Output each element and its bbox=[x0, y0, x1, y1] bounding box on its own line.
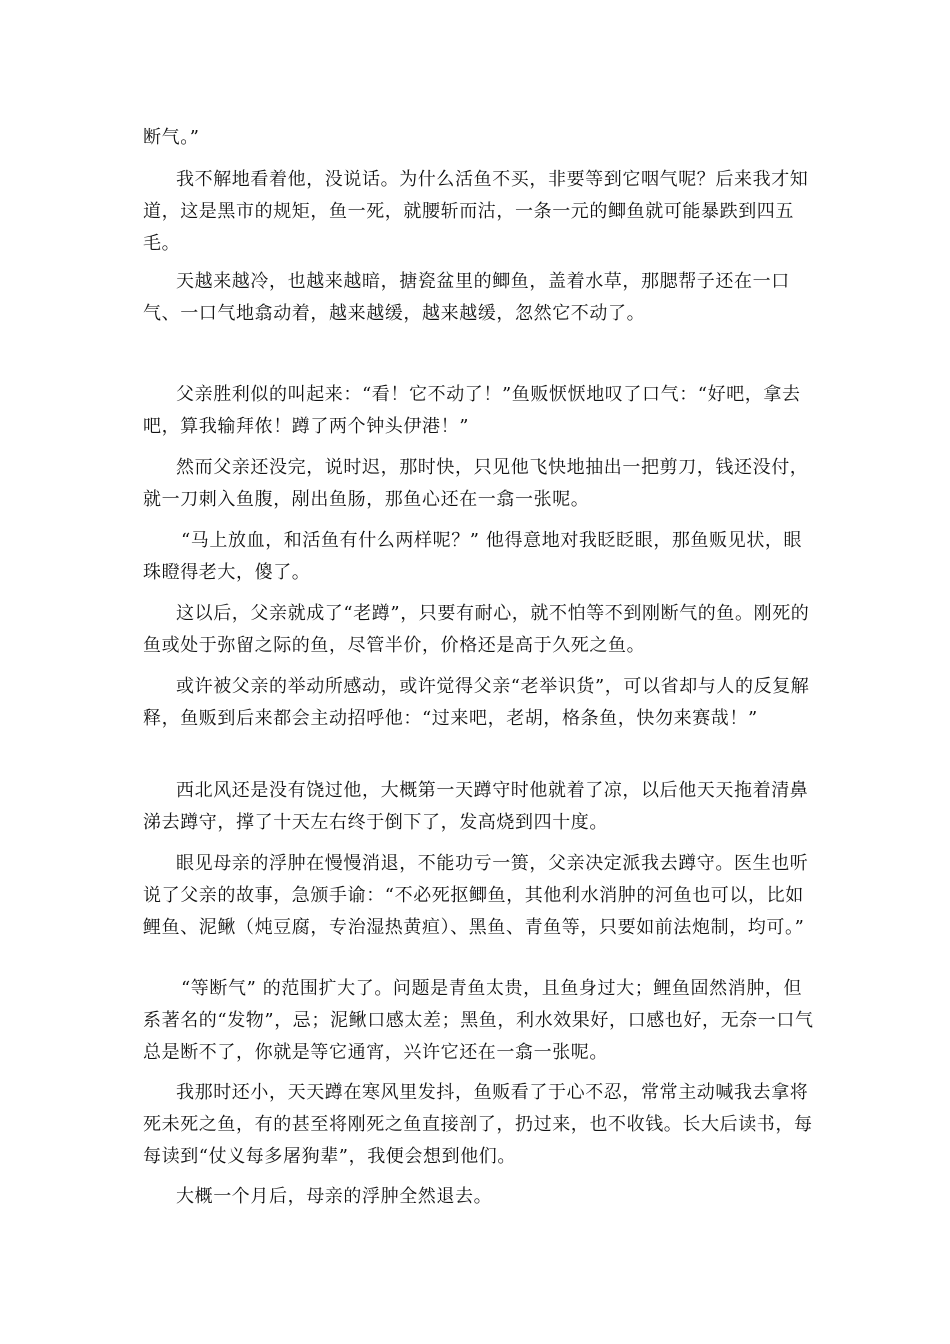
paragraph-12: 我那时还小，天天蹲在寒风里发抖，鱼贩看了于心不忍，常常主动喊我去拿将死未死之鱼，有的甚至将刚死之鱼直接剖了，扔过来，也不收钱。长大后读书，每每读到“仗义每多屠狗辈”，我便会想到他们。 bbox=[143, 1082, 813, 1167]
paragraph-10: 眼见母亲的浮肿在慢慢消退，不能功亏一篑，父亲决定派我去蹲守。医生也听说了父亲的故事，急颁手谕：“不必死抠鲫鱼，其他利水消肿的河鱼也可以，比如鲤鱼、泥鳅（炖豆腐，专治湿热黄疸）、黑鱼、青鱼等，只要如前法炮制，均可。” bbox=[143, 853, 809, 938]
paragraph-2: 我不解地看着他，没说话。为什么活鱼不买，非要等到它咽气呢？后来我才知道，这是黑市的规矩，鱼一死，就腰斩而沽，一条一元的鲫鱼就可能暴跌到四五毛。 bbox=[143, 169, 809, 254]
paragraph-5: 然而父亲还没完，说时迟，那时快，只见他飞快地抽出一把剪刀，钱还没付，就一刀刺入鱼腹，剐出鱼肠，那鱼心还在一翕一张呢。 bbox=[143, 457, 809, 510]
paragraph-11: “等断气” 的范围扩大了。问题是青鱼太贵，且鱼身过大；鲤鱼固然消肿，但系著名的“发物”，忌；泥鳅口感太差；黑鱼，利水效果好，口感也好，无奈一口气总是断不了，你就是等它通宵，兴许它还在一翕一张呢。 bbox=[143, 978, 814, 1063]
paragraph-3: 天越来越冷，也越来越暗，搪瓷盆里的鲫鱼，盖着水草，那腮帮子还在一口气、一口气地翕动着，越来越缓，越来越缓，忽然它不动了。 bbox=[143, 271, 790, 324]
paragraph-6: “马上放血，和活鱼有什么两样呢？” 他得意地对我眨眨眼，那鱼贩见状，眼珠瞪得老大，傻了。 bbox=[143, 530, 803, 583]
paragraph-9: 西北风还是没有饶过他，大概第一天蹲守时他就着了凉，以后他天天拖着清鼻涕去蹲守，撑了十天左右终于倒下了，发高烧到四十度。 bbox=[143, 780, 809, 833]
paragraph-1: 断气。” bbox=[143, 127, 200, 148]
paragraph-13: 大概一个月后，母亲的浮肿全然退去。 bbox=[176, 1186, 493, 1207]
paragraph-7: 这以后，父亲就成了“老蹲”，只要有耐心，就不怕等不到刚断气的鱼。刚死的鱼或处于弥留之际的鱼，尽管半价，价格还是高于久死之鱼。 bbox=[143, 603, 810, 656]
paragraph-8: 或许被父亲的举动所感动，或许觉得父亲“老举识货”，可以省却与人的反复解释，鱼贩到后来都会主动招呼他：“过来吧，老胡，格条鱼，快勿来赛哉！” bbox=[143, 676, 810, 729]
paragraph-4: 父亲胜利似的叫起来：“看！它不动了！”鱼贩恹恹地叹了口气：“好吧，拿去吧，算我输拜侬！蹲了两个钟头伊港！” bbox=[143, 384, 801, 437]
